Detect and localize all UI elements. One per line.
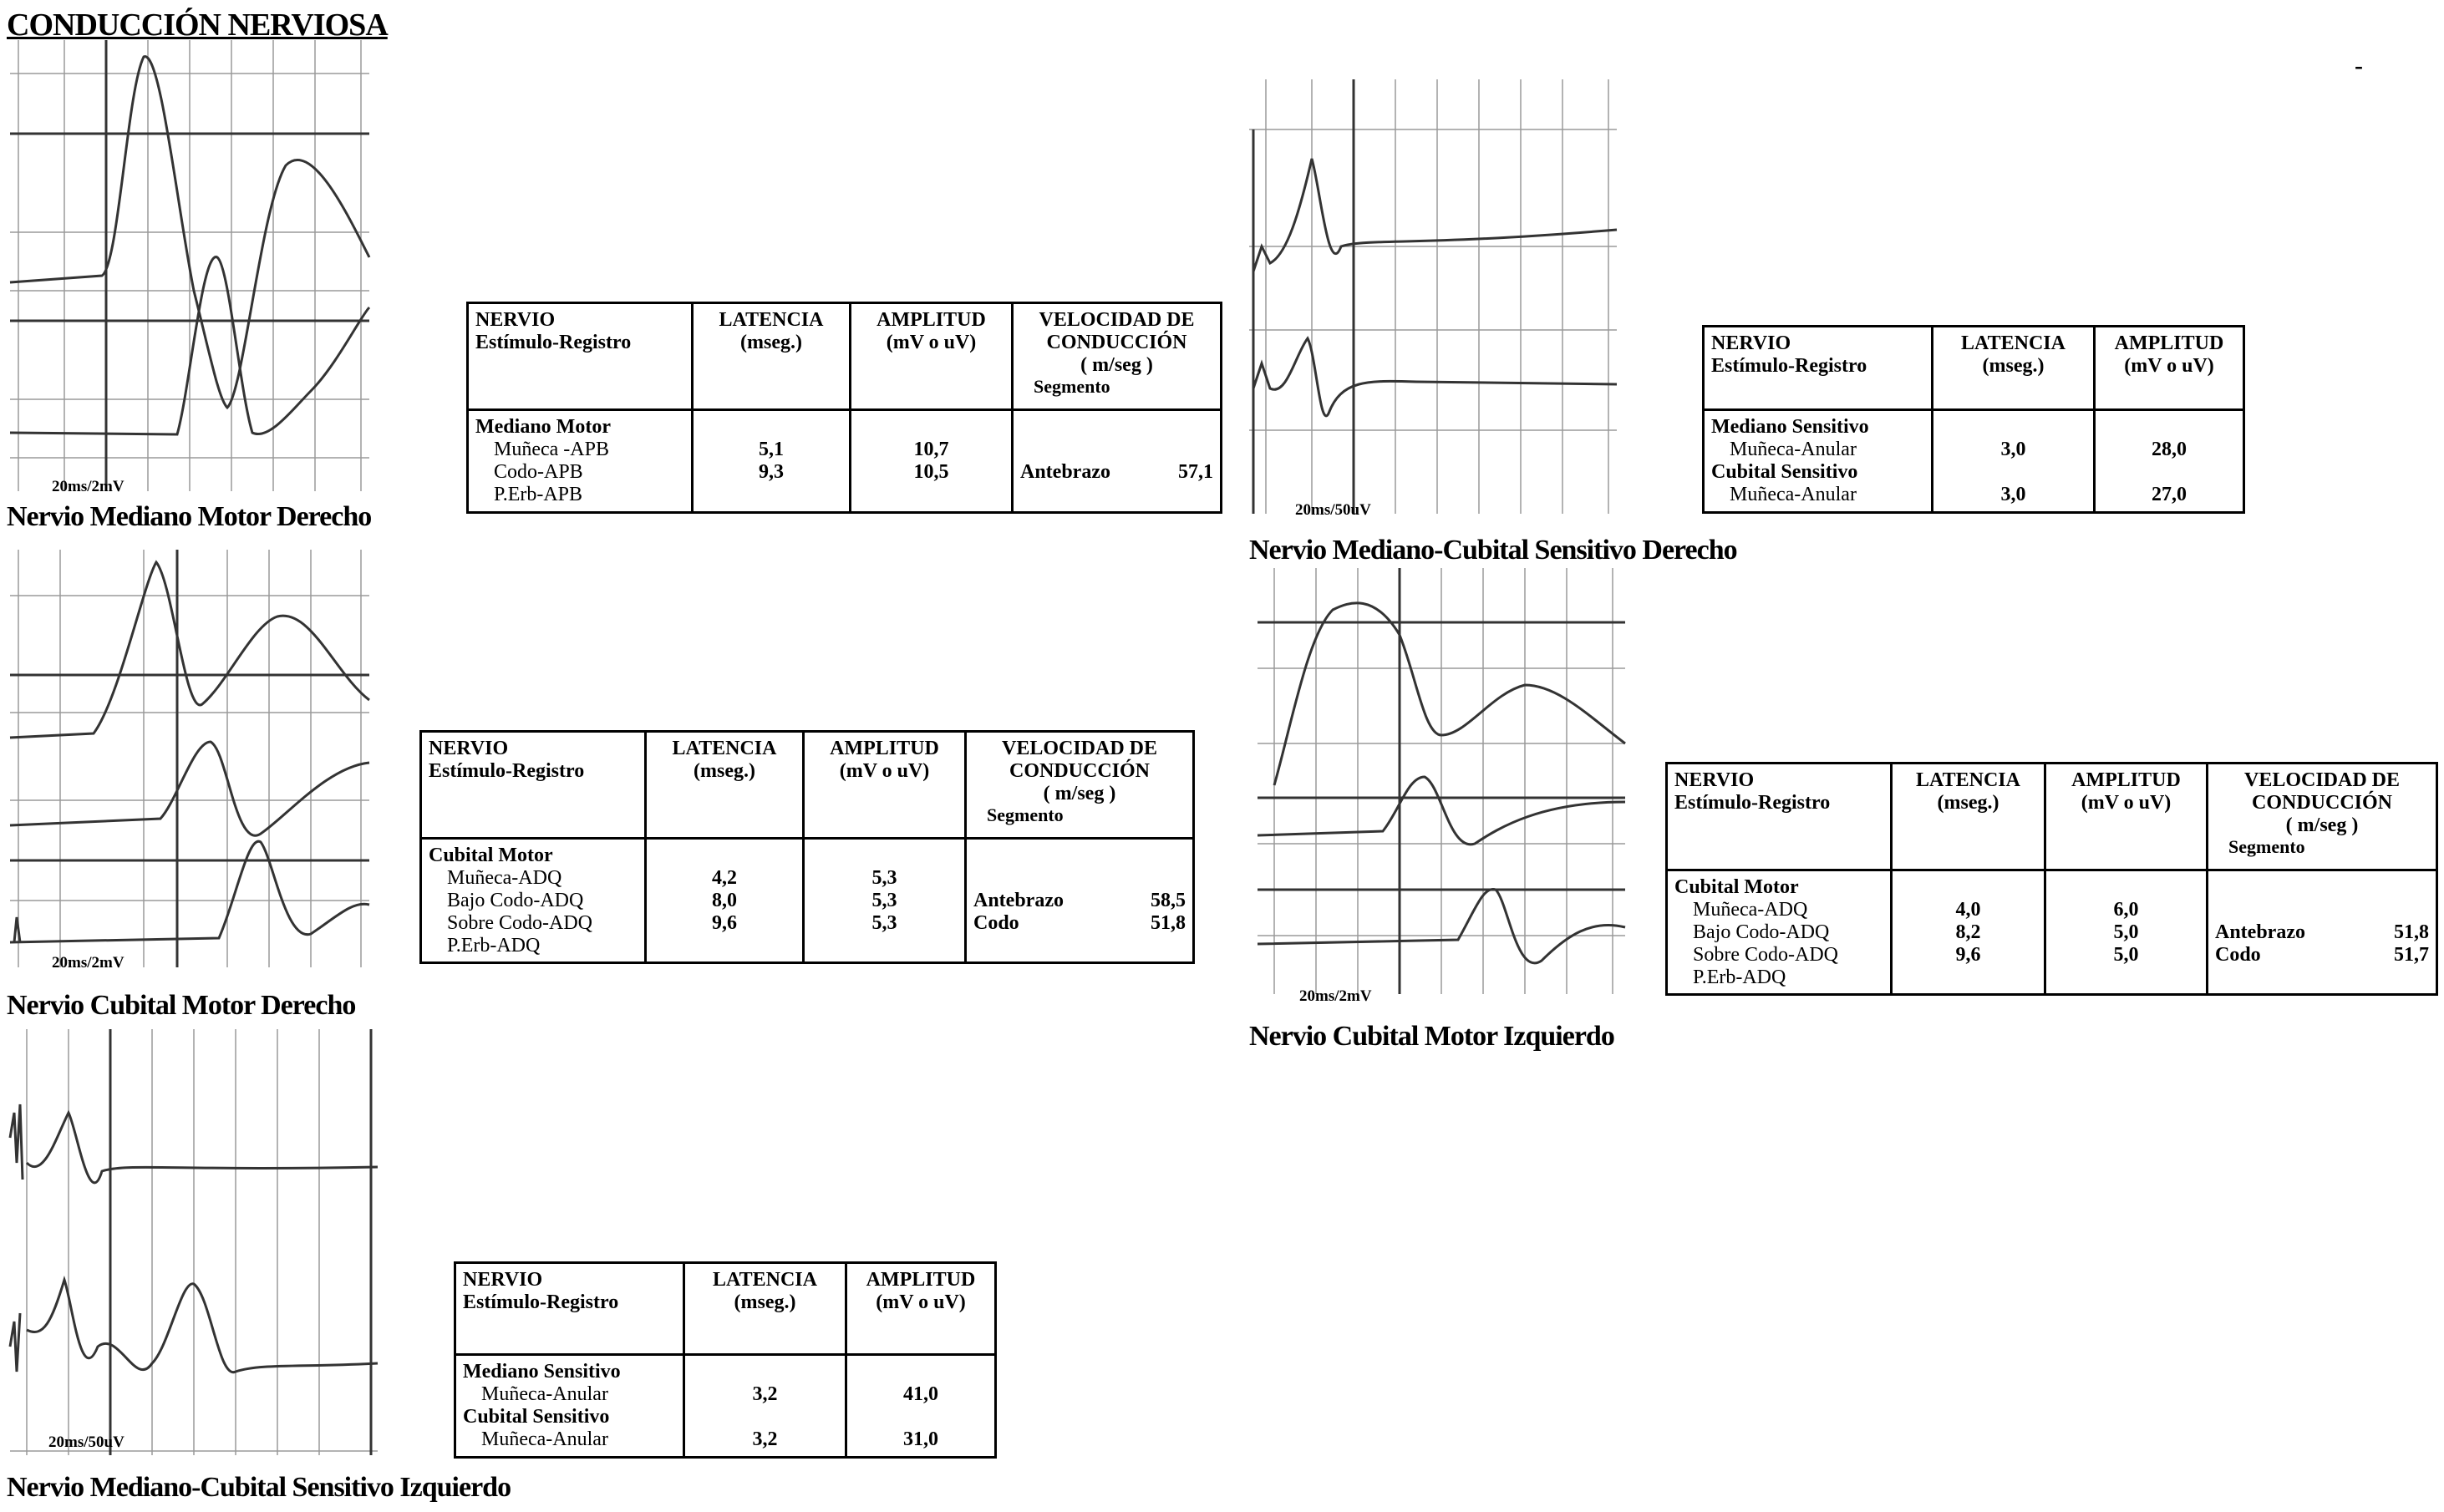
row-label: Bajo Codo-ADQ <box>1693 921 1830 943</box>
group-label: Cubital Motor <box>429 845 553 866</box>
header-latencia: LATENCIA (mseg.) <box>1892 764 2045 870</box>
latencia-value: 8,0 <box>712 889 737 911</box>
panel-title-cubital-motor-derecho: Nervio Cubital Motor Derecho <box>7 990 356 1021</box>
panel-title-cubital-motor-izquierdo: Nervio Cubital Motor Izquierdo <box>1249 1021 1614 1052</box>
group-label: Mediano Sensitivo <box>463 1361 621 1383</box>
row-label: Muñeca-Anular <box>481 1428 608 1450</box>
table-row <box>421 839 1194 963</box>
header-latencia: LATENCIA (mseg.) <box>646 732 804 839</box>
latencia-value: 4,2 <box>712 866 737 889</box>
trace-mediano-cubital-sensitivo-izquierdo <box>10 1029 378 1464</box>
table-header-row <box>421 732 1194 839</box>
header-nervio: NERVIO Estímulo-Registro <box>1704 327 1933 410</box>
scale-label-mediano-cubital-sensitivo-derecho: 20ms/50uV <box>1295 501 1371 519</box>
header-nervio: NERVIO Estímulo-Registro <box>455 1263 684 1355</box>
stray-mark: - <box>2355 52 2363 79</box>
row-label: P.Erb-APB <box>494 483 583 505</box>
amplitud-value: 31,0 <box>903 1428 938 1450</box>
amplitud-value: 6,0 <box>2113 898 2139 921</box>
row-label: Muñeca-ADQ <box>1693 898 1808 921</box>
amplitud-value: 10,5 <box>913 460 949 483</box>
amplitud-value: 5,3 <box>871 889 897 911</box>
header-amplitud: AMPLITUD (mV o uV) <box>846 1263 996 1355</box>
table-cubital-motor-derecho <box>419 730 1195 964</box>
trace-mediano-cubital-sensitivo-derecho <box>1249 79 1625 522</box>
header-amplitud: AMPLITUD (mV o uV) <box>851 303 1013 410</box>
header-nervio: NERVIO Estímulo-Registro <box>1667 764 1892 870</box>
latencia-value: 4,0 <box>1955 898 1981 921</box>
amplitud-value: 5,3 <box>871 911 897 934</box>
velocity-row: Codo 51,8 <box>973 911 1186 934</box>
table-cubital-motor-izquierdo <box>1665 762 2438 996</box>
header-velocidad: VELOCIDAD DE CONDUCCIÓN ( m/seg ) Segmento <box>1013 303 1222 410</box>
velocity-row: Antebrazo 58,5 <box>973 889 1186 911</box>
group-label: Mediano Sensitivo <box>1711 416 1869 438</box>
table-header-row <box>455 1263 996 1355</box>
group-label: Cubital Motor <box>1674 876 1799 898</box>
row-label: Muñeca-Anular <box>1730 438 1857 460</box>
group-label: Mediano Motor <box>475 416 611 438</box>
row-label: Muñeca -APB <box>494 438 609 460</box>
velocity-row: Codo 51,7 <box>2215 943 2429 966</box>
header-amplitud: AMPLITUD (mV o uV) <box>2045 764 2208 870</box>
latencia-value: 3,0 <box>2000 483 2026 505</box>
latencia-value: 8,2 <box>1955 921 1981 943</box>
header-velocidad: VELOCIDAD DE CONDUCCIÓN ( m/seg ) Segmento <box>2208 764 2437 870</box>
table-mediano-cubital-sensitivo-derecho <box>1702 325 2245 514</box>
latencia-value: 5,1 <box>759 438 784 460</box>
table-row <box>1704 410 2244 513</box>
header-amplitud: AMPLITUD (mV o uV) <box>804 732 966 839</box>
row-label: Codo-APB <box>494 460 583 483</box>
amplitud-value: 5,0 <box>2113 943 2139 966</box>
trace-cubital-motor-izquierdo <box>1258 568 1634 1002</box>
amplitud-value: 27,0 <box>2152 483 2187 505</box>
latencia-value: 9,6 <box>1955 943 1981 966</box>
page-title: CONDUCCIÓN NERVIOSA <box>7 8 388 43</box>
table-mediano-cubital-sensitivo-izquierdo <box>454 1261 997 1459</box>
row-label: Muñeca-Anular <box>1730 483 1857 505</box>
panel-title-mediano-cubital-sensitivo-izquierdo: Nervio Mediano-Cubital Sensitivo Izquierdo <box>7 1472 511 1503</box>
latencia-value: 9,3 <box>759 460 784 483</box>
scale-label-mediano-cubital-sensitivo-izquierdo: 20ms/50uV <box>48 1433 124 1451</box>
scale-label-cubital-motor-izquierdo: 20ms/2mV <box>1299 987 1372 1005</box>
latencia-value: 3,2 <box>752 1428 778 1450</box>
latencia-value: 3,2 <box>752 1383 778 1405</box>
header-nervio: NERVIO Estímulo-Registro <box>421 732 646 839</box>
table-row <box>455 1355 996 1458</box>
trace-mediano-motor-derecho <box>10 40 378 495</box>
row-label: Sobre Codo-ADQ <box>447 911 592 934</box>
header-latencia: LATENCIA (mseg.) <box>1933 327 2095 410</box>
panel-title-mediano-cubital-sensitivo-derecho: Nervio Mediano-Cubital Sensitivo Derecho <box>1249 535 1737 566</box>
header-nervio: NERVIO Estímulo-Registro <box>468 303 693 410</box>
row-label: Muñeca-Anular <box>481 1383 608 1405</box>
header-velocidad: VELOCIDAD DE CONDUCCIÓN ( m/seg ) Segmento <box>966 732 1194 839</box>
table-row <box>468 410 1222 513</box>
amplitud-value: 10,7 <box>913 438 949 460</box>
table-row <box>1667 870 2437 995</box>
row-label: Sobre Codo-ADQ <box>1693 943 1838 966</box>
group-label: Cubital Sensitivo <box>1711 460 1858 483</box>
amplitud-value: 28,0 <box>2152 438 2187 460</box>
trace-cubital-motor-derecho <box>10 550 378 976</box>
header-latencia: LATENCIA (mseg.) <box>684 1263 846 1355</box>
table-header-row <box>468 303 1222 410</box>
velocity-row: Antebrazo 51,8 <box>2215 921 2429 943</box>
row-label: Muñeca-ADQ <box>447 866 562 889</box>
header-amplitud: AMPLITUD (mV o uV) <box>2095 327 2244 410</box>
row-label: P.Erb-ADQ <box>1693 966 1786 988</box>
table-header-row <box>1704 327 2244 410</box>
row-label: P.Erb-ADQ <box>447 934 541 956</box>
amplitud-value: 5,0 <box>2113 921 2139 943</box>
table-header-row <box>1667 764 2437 870</box>
amplitud-value: 5,3 <box>871 866 897 889</box>
latencia-value: 3,0 <box>2000 438 2026 460</box>
header-latencia: LATENCIA (mseg.) <box>693 303 851 410</box>
amplitud-value: 41,0 <box>903 1383 938 1405</box>
group-label: Cubital Sensitivo <box>463 1405 610 1428</box>
latencia-value: 9,6 <box>712 911 737 934</box>
table-mediano-motor-derecho <box>466 302 1222 514</box>
panel-title-mediano-motor-derecho: Nervio Mediano Motor Derecho <box>7 501 372 532</box>
scale-label-cubital-motor-derecho: 20ms/2mV <box>52 954 124 972</box>
scale-label-mediano-motor-derecho: 20ms/2mV <box>52 478 124 495</box>
velocity-row: Antebrazo 57,1 <box>1020 460 1213 483</box>
row-label: Bajo Codo-ADQ <box>447 889 584 911</box>
